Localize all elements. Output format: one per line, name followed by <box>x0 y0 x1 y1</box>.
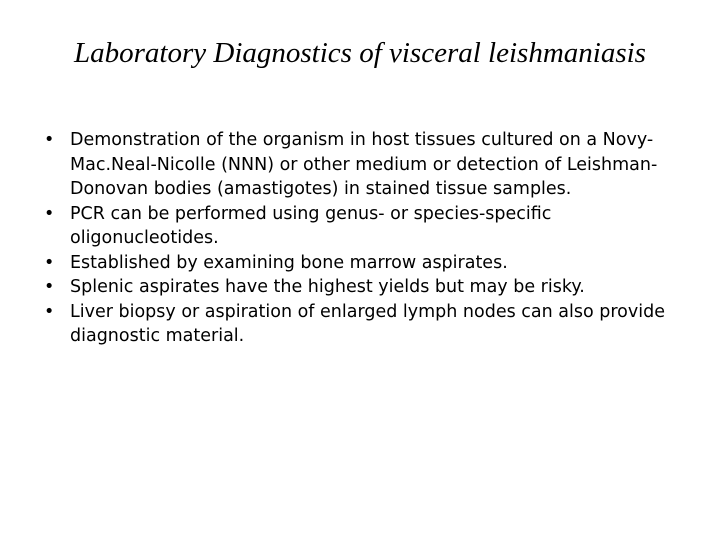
bullet-icon: • <box>44 203 55 224</box>
bullet-list <box>44 128 684 349</box>
bullet-icon: • <box>44 252 55 273</box>
bullet-icon: • <box>44 277 55 297</box>
list-item <box>44 202 684 251</box>
slide-title: Laboratory Diagnostics of visceral leishmaniasis <box>74 37 646 69</box>
bullet-icon: • <box>44 130 55 150</box>
list-item <box>44 300 684 349</box>
list-item <box>44 275 684 300</box>
list-item <box>44 128 684 202</box>
bullet-text: Splenic aspirates have the highest yields but may be risky. <box>70 277 585 297</box>
bullet-icon: • <box>44 301 55 322</box>
bullet-text: PCR can be performed using genus- or species-specific oligonucleotides. <box>70 203 552 248</box>
bullet-text: Demonstration of the organism in host tissues cultured on a Novy-Mac.Neal-Nicolle (NNN) or other medium or detection of Leishman-Donovan bodies (amastigotes) in stained tissue samples. <box>70 130 658 199</box>
bullet-text: Established by examining bone marrow aspirates. <box>70 252 508 273</box>
bullet-text: Liver biopsy or aspiration of enlarged lymph nodes can also provide diagnostic material. <box>70 301 665 346</box>
list-item <box>44 251 684 276</box>
